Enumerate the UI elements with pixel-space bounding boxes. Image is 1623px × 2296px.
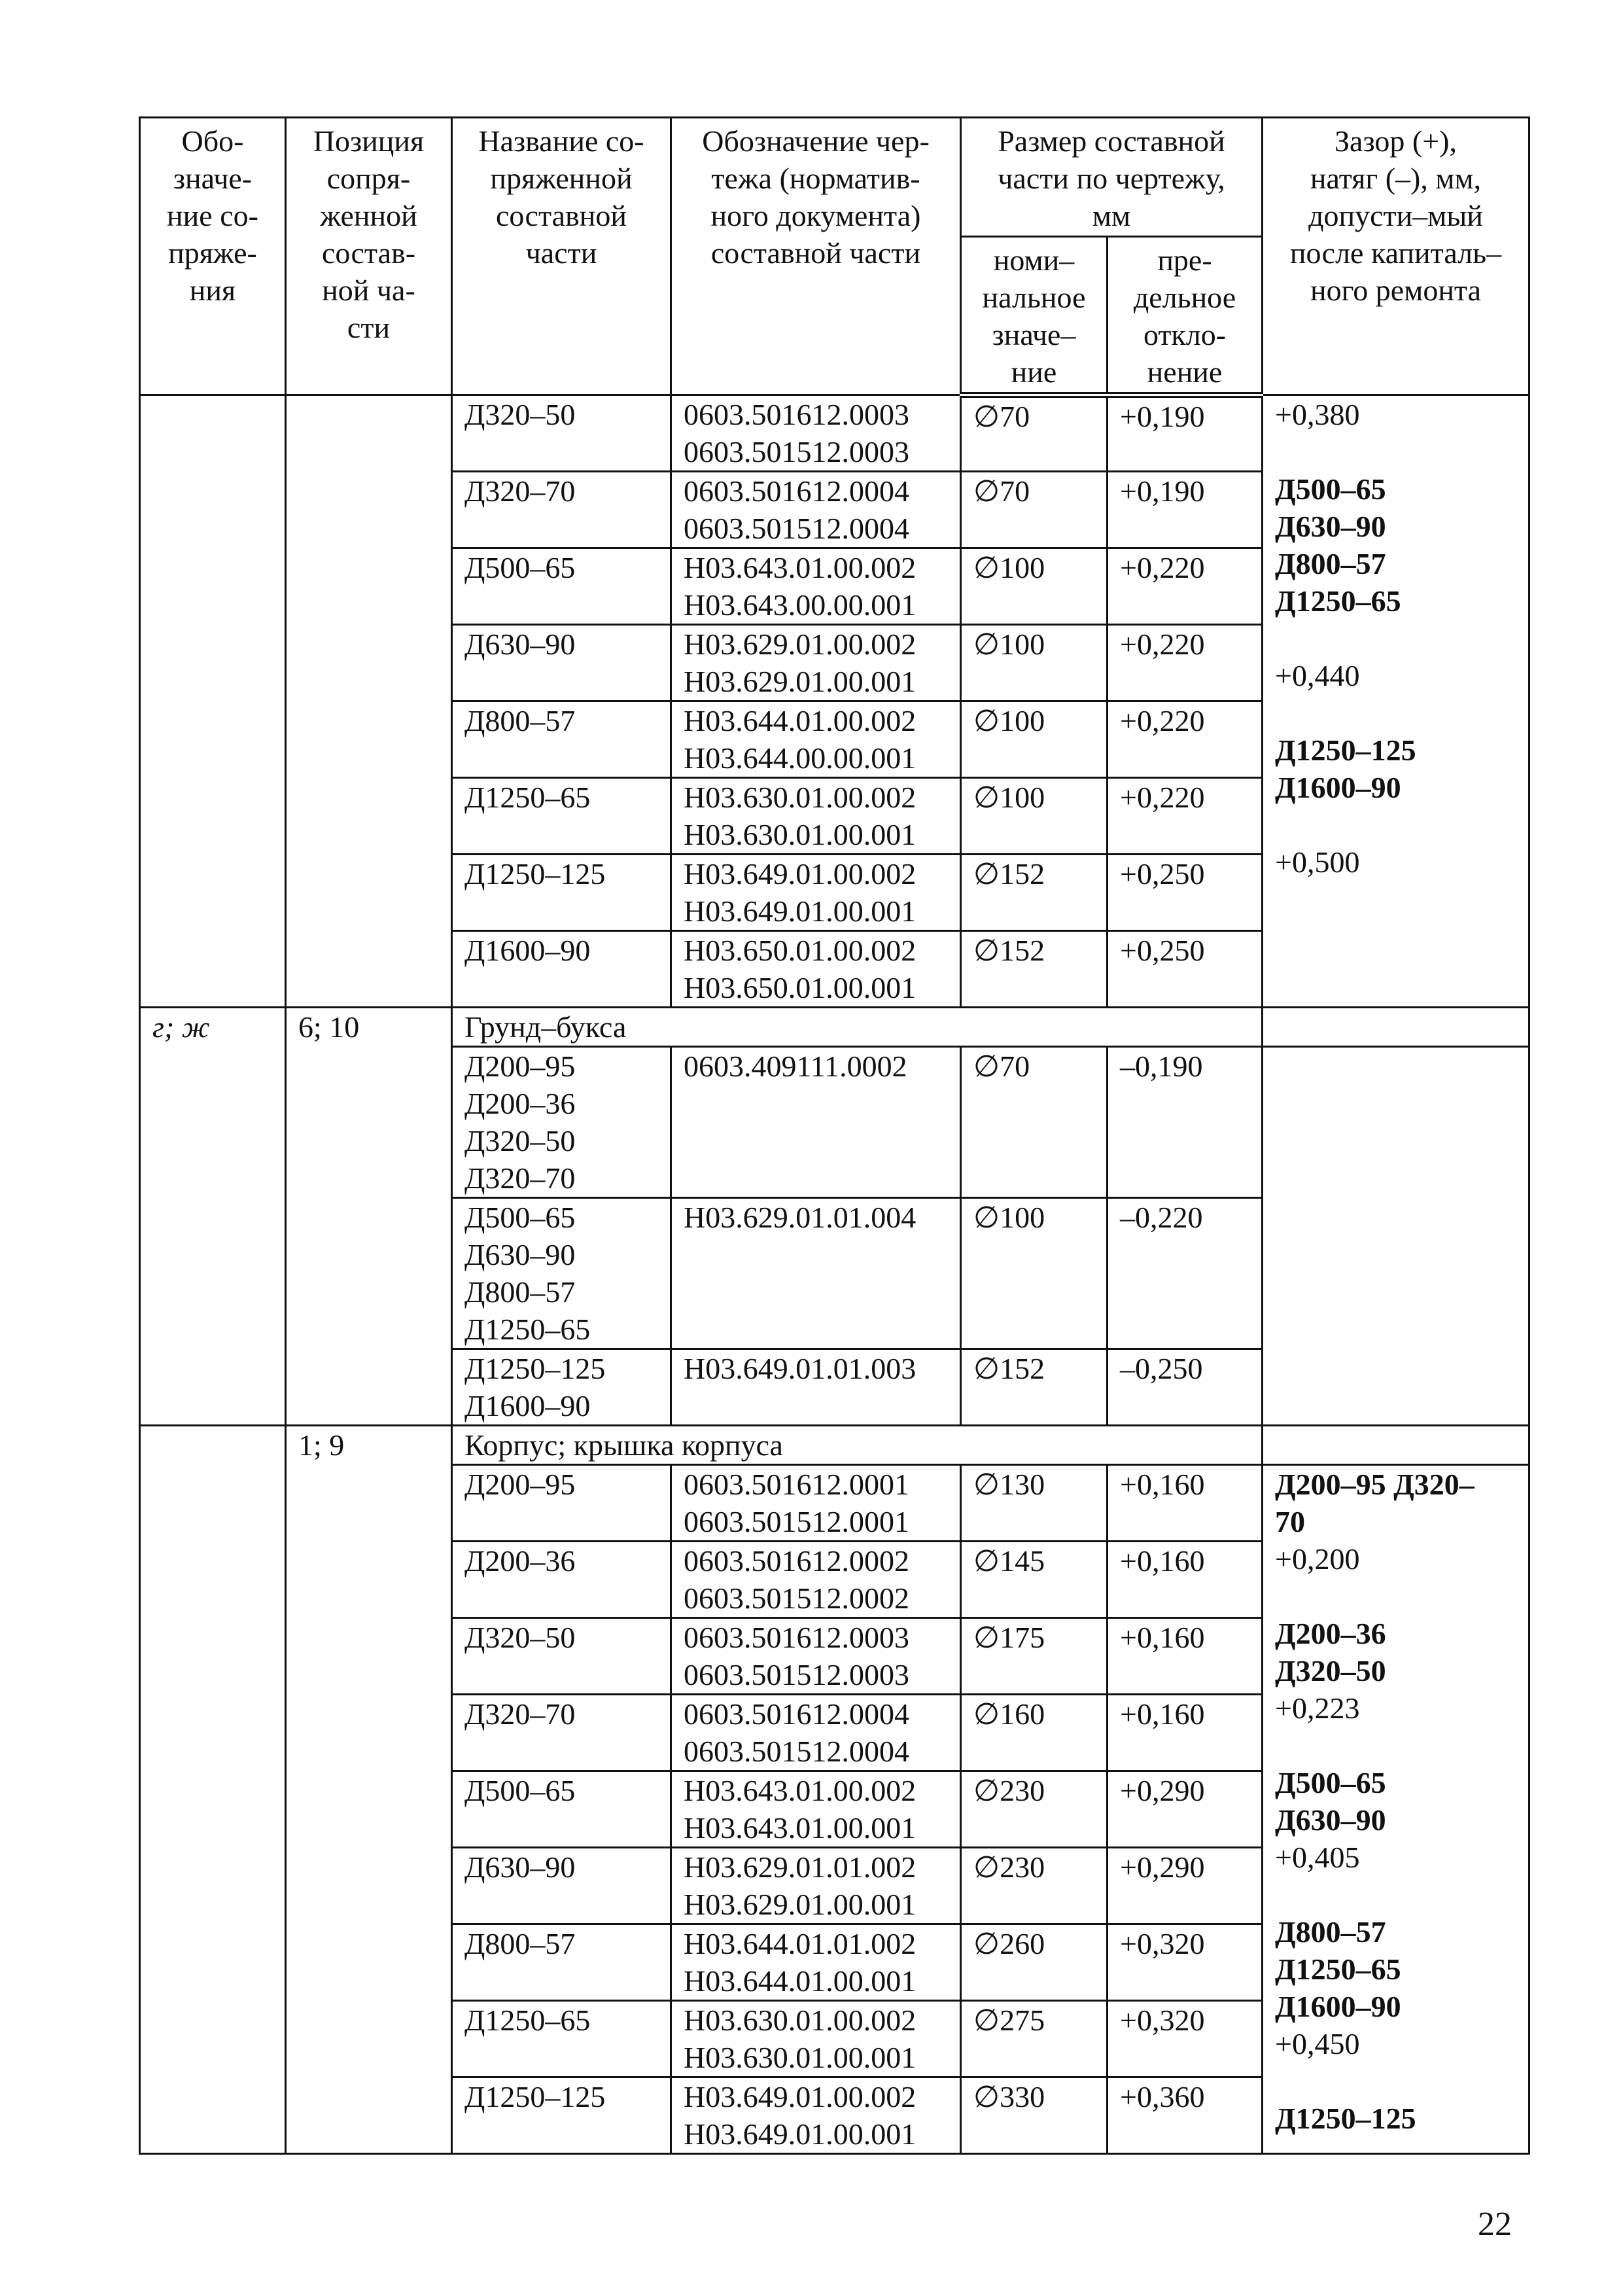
drawing-number: 0603.501612.0003 0603.501512.0003	[671, 1618, 961, 1695]
drawing-number: Н03.649.01.01.003	[671, 1349, 961, 1426]
part-name: Д800–57	[452, 701, 671, 778]
drawing-number: 0603.501612.0002 0603.501512.0002	[671, 1542, 961, 1618]
part-name: Д1250–65	[452, 778, 671, 855]
part-name: Д630–90	[452, 625, 671, 701]
nominal-size: ∅100	[961, 701, 1108, 778]
nominal-size: ∅70	[961, 472, 1108, 548]
group-title: Грунд–букса	[452, 1008, 1263, 1047]
nominal-size: ∅100	[961, 548, 1108, 625]
part-name: Д1250–65	[452, 2001, 671, 2077]
part-name: Д200–36	[452, 1542, 671, 1618]
clearance-group: Д500–65 Д630–90	[1275, 1766, 1386, 1837]
part-name: Д630–90	[452, 1848, 671, 1924]
drawing-number: Н03.629.01.01.004	[671, 1198, 961, 1349]
nominal-size: ∅330	[961, 2077, 1108, 2154]
drawing-number: Н03.630.01.00.002 Н03.630.01.00.001	[671, 2001, 961, 2077]
part-name: Д320–70	[452, 1695, 671, 1771]
group-title: Корпус; крышка корпуса	[452, 1426, 1263, 1465]
clearance-group: Д200–95 Д320– 70	[1275, 1468, 1475, 1538]
drawing-number: Н03.649.01.00.002 Н03.649.01.00.001	[671, 855, 961, 931]
nominal-size: ∅230	[961, 1771, 1108, 1848]
header-position: Позиция сопря- женной состав- ной ча- сти	[286, 118, 452, 395]
size-deviation: +0,160	[1108, 1695, 1263, 1771]
clearance-value: +0,200	[1275, 1542, 1360, 1576]
size-deviation: –0,220	[1108, 1198, 1263, 1349]
header-designation: Обо- значе- ние со- пряже- ния	[140, 118, 286, 395]
clearance-value: +0,380	[1275, 398, 1360, 431]
part-name: Д800–57	[452, 1924, 671, 2001]
clearance-group: Д200–36 Д320–50	[1275, 1617, 1386, 1687]
designation-cell	[140, 1426, 286, 2154]
drawing-number: 0603.501612.0004 0603.501512.0004	[671, 1695, 961, 1771]
size-deviation: +0,190	[1108, 472, 1263, 548]
clearance-group: Д500–65 Д630–90 Д800–57 Д1250–65	[1275, 472, 1401, 618]
nominal-size: ∅70	[961, 1047, 1108, 1198]
table-body	[140, 395, 1529, 2154]
nominal-size: ∅230	[961, 1848, 1108, 1924]
nominal-size: ∅100	[961, 778, 1108, 855]
nominal-size: ∅145	[961, 1542, 1108, 1618]
clearance-value: +0,500	[1275, 845, 1360, 879]
drawing-number: Н03.650.01.00.002 Н03.650.01.00.001	[671, 931, 961, 1008]
drawing-number: Н03.630.01.00.002 Н03.630.01.00.001	[671, 778, 961, 855]
size-deviation: +0,190	[1108, 395, 1263, 472]
clearance-value: +0,405	[1275, 1841, 1360, 1874]
part-name: Д1600–90	[452, 931, 671, 1008]
part-name: Д500–65 Д630–90 Д800–57 Д1250–65	[452, 1198, 671, 1349]
drawing-number: Н03.629.01.01.002 Н03.629.01.00.001	[671, 1848, 961, 1924]
clearance-cell	[1263, 1465, 1529, 2154]
part-name: Д500–65	[452, 548, 671, 625]
size-deviation: +0,250	[1108, 931, 1263, 1008]
drawing-number: Н03.644.01.00.002 Н03.644.00.00.001	[671, 701, 961, 778]
part-name: Д320–50	[452, 1618, 671, 1695]
clearance-cell	[1263, 395, 1529, 1008]
clearance-value: +0,223	[1275, 1691, 1360, 1725]
drawing-number: 0603.501612.0001 0603.501512.0001	[671, 1465, 961, 1542]
nominal-size: ∅70	[961, 395, 1108, 472]
size-deviation: +0,220	[1108, 701, 1263, 778]
part-name: Д1250–125	[452, 2077, 671, 2154]
size-deviation: +0,320	[1108, 1924, 1263, 2001]
drawing-number: Н03.643.01.00.002 Н03.643.00.00.001	[671, 548, 961, 625]
clearance-group: Д1250–125 Д1600–90	[1275, 733, 1416, 804]
drawing-number: Н03.644.01.01.002 Н03.644.01.00.001	[671, 1924, 961, 2001]
header-drawing: Обозначение чер- тежа (норматив- ного документа) составной части	[671, 118, 961, 395]
size-deviation: +0,290	[1108, 1771, 1263, 1848]
size-deviation: +0,220	[1108, 778, 1263, 855]
designation-cell: г; ж	[140, 1008, 286, 1426]
nominal-size: ∅100	[961, 625, 1108, 701]
nominal-size: ∅152	[961, 1349, 1108, 1426]
part-name: Д200–95 Д200–36 Д320–50 Д320–70	[452, 1047, 671, 1198]
drawing-number: Н03.643.01.00.002 Н03.643.01.00.001	[671, 1771, 961, 1848]
size-deviation: +0,160	[1108, 1465, 1263, 1542]
position-cell: 6; 10	[286, 1008, 452, 1426]
clearance-cell	[1263, 1008, 1529, 1047]
position-cell: 1; 9	[286, 1426, 452, 2154]
drawing-number: 0603.501612.0004 0603.501512.0004	[671, 472, 961, 548]
header-clearance: Зазор (+), натяг (–), мм, допусти–мый после капиталь– ного ремонта	[1263, 118, 1529, 395]
nominal-size: ∅175	[961, 1618, 1108, 1695]
header-deviation: пре- дельное откло- нение	[1108, 237, 1263, 395]
size-deviation: +0,360	[1108, 2077, 1263, 2154]
size-deviation: +0,220	[1108, 625, 1263, 701]
part-name: Д320–70	[452, 472, 671, 548]
table-row	[140, 1426, 1529, 1465]
part-name: Д1250–125	[452, 855, 671, 931]
clearance-value: +0,450	[1275, 2027, 1360, 2060]
drawing-number: 0603.409111.0002	[671, 1047, 961, 1198]
drawing-number: Н03.629.01.00.002 Н03.629.01.00.001	[671, 625, 961, 701]
part-name: Д1250–125 Д1600–90	[452, 1349, 671, 1426]
size-deviation: +0,320	[1108, 2001, 1263, 2077]
specification-table	[139, 116, 1530, 2155]
size-deviation: +0,290	[1108, 1848, 1263, 1924]
table-row	[140, 395, 1529, 472]
nominal-size: ∅152	[961, 931, 1108, 1008]
size-deviation: –0,190	[1108, 1047, 1263, 1198]
nominal-size: ∅100	[961, 1198, 1108, 1349]
header-nominal: номи– нальное значе– ние	[961, 237, 1108, 395]
clearance-group: Д800–57 Д1250–65 Д1600–90	[1275, 1915, 1401, 2023]
drawing-number: Н03.649.01.00.002 Н03.649.01.00.001	[671, 2077, 961, 2154]
size-deviation: –0,250	[1108, 1349, 1263, 1426]
designation-cell	[140, 395, 286, 1008]
size-deviation: +0,250	[1108, 855, 1263, 931]
nominal-size: ∅160	[961, 1695, 1108, 1771]
size-deviation: +0,220	[1108, 548, 1263, 625]
part-name: Д200–95	[452, 1465, 671, 1542]
clearance-cell	[1263, 1047, 1529, 1426]
size-deviation: +0,160	[1108, 1618, 1263, 1695]
nominal-size: ∅260	[961, 1924, 1108, 2001]
clearance-cell	[1263, 1426, 1529, 1465]
part-name: Д500–65	[452, 1771, 671, 1848]
nominal-size: ∅130	[961, 1465, 1108, 1542]
drawing-number: 0603.501612.0003 0603.501512.0003	[671, 395, 961, 472]
nominal-size: ∅152	[961, 855, 1108, 931]
clearance-value: +0,440	[1275, 659, 1360, 692]
nominal-size: ∅275	[961, 2001, 1108, 2077]
table-row	[140, 1008, 1529, 1047]
header-size: Размер составной части по чертежу, мм	[961, 118, 1263, 237]
clearance-group: Д1250–125	[1275, 2102, 1416, 2135]
size-deviation: +0,160	[1108, 1542, 1263, 1618]
part-name: Д320–50	[452, 395, 671, 472]
page-number: 22	[1478, 2206, 1512, 2243]
header-part-name: Название со- пряженной составной части	[452, 118, 671, 395]
position-cell	[286, 395, 452, 1008]
